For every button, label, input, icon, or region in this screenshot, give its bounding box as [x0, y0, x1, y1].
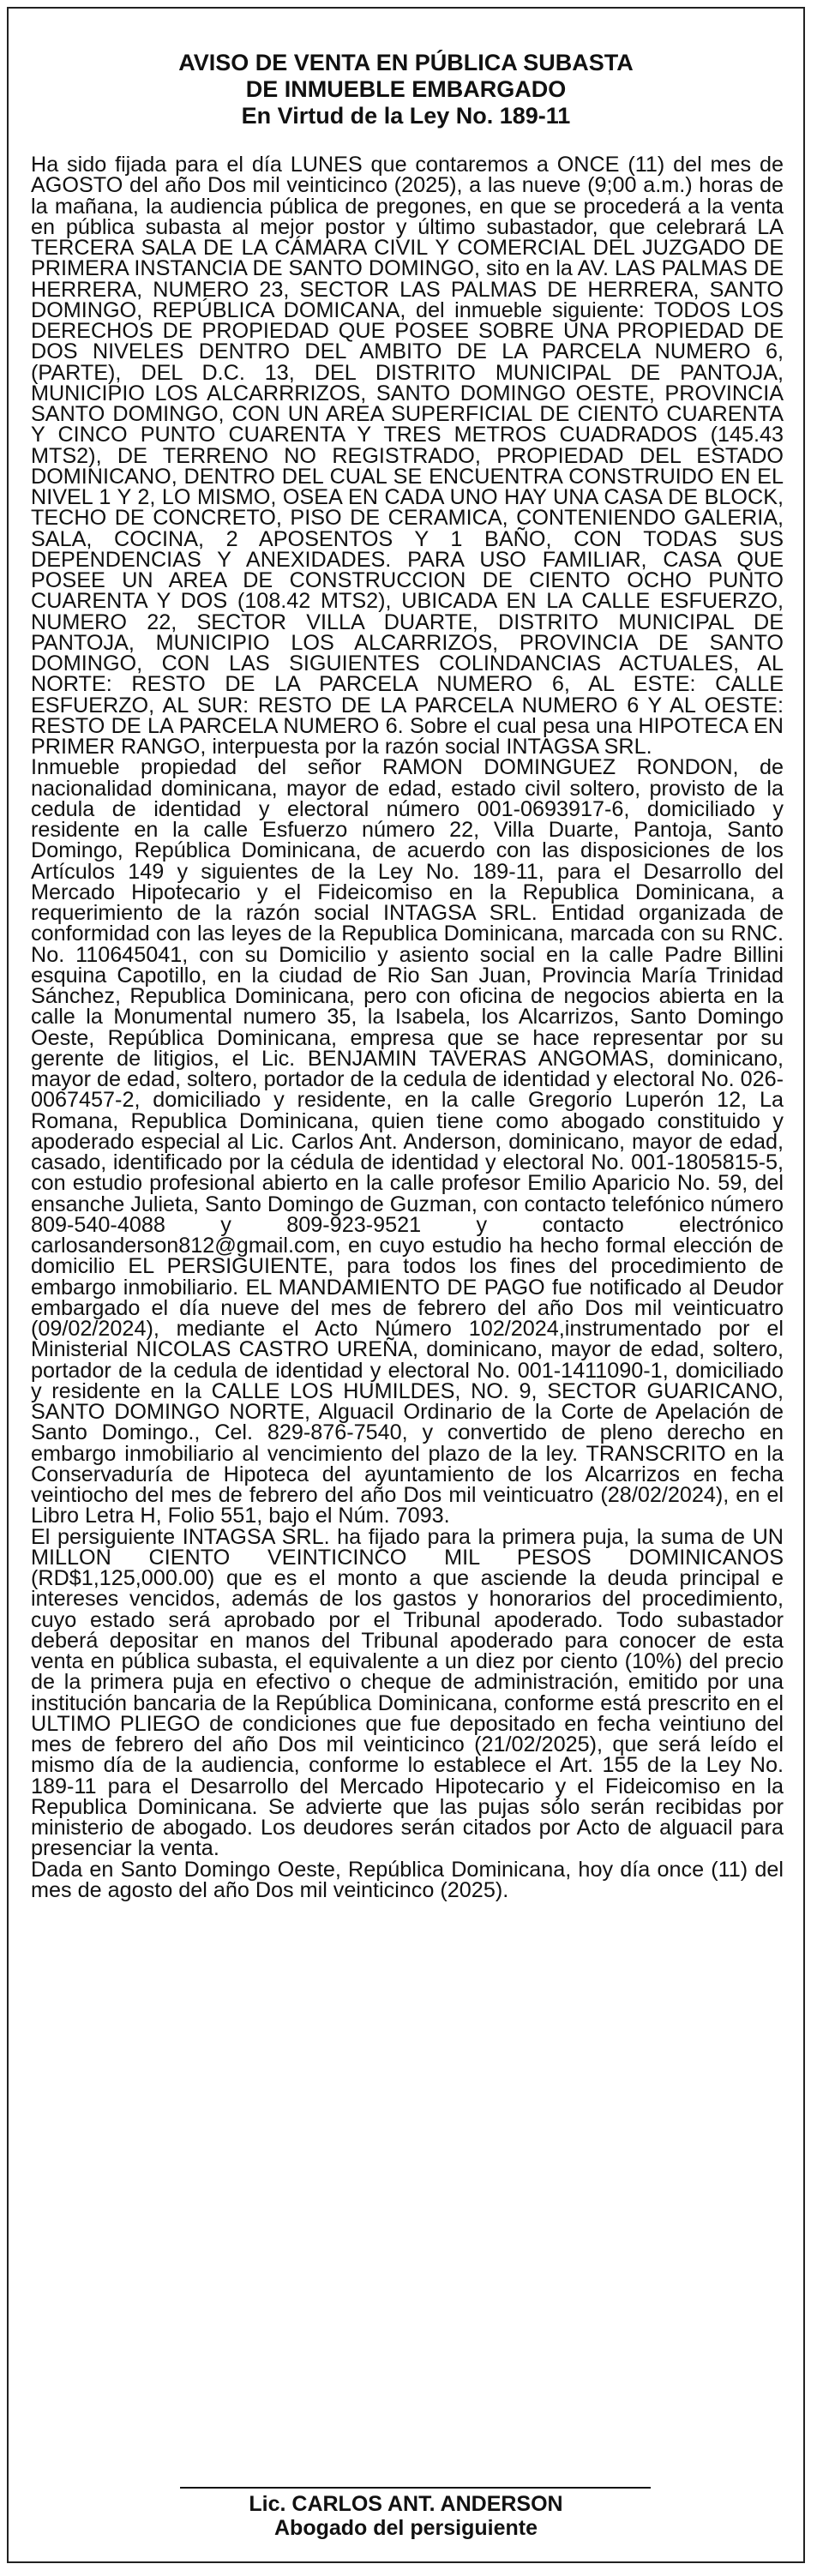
- notice-title: AVISO DE VENTA EN PÚBLICA SUBASTA: [178, 50, 634, 75]
- notice-subtitle: DE INMUEBLE EMBARGADO: [245, 76, 567, 102]
- notice-law-reference: En Virtud de la Ley No. 189-11: [241, 103, 571, 129]
- signature-block: [9, 2492, 803, 2540]
- paragraph-sale-details: Ha sido fijada para el día LUNES que contaremos a ONCE (11) del mes de AGOSTO del año Dos mil veinticinco (2025), a las nueve (9;00 a.m.) horas de la mañana, la audiencia pública de pregones, en que se procederá a la venta en pública subasta al mejor postor y último subastador, que celebrará LA TERCERA SALA DE LA CÁMARA CIVIL Y COMERCIAL DEL JUZGADO DE PRIMERA INSTANCIA DE SANTO DOMINGO, sito en la AV. LAS PALMAS DE HERRERA, NUMERO 23, SECTOR LAS PALMAS DE HERRERA, SANTO DOMINGO, REPÚBLICA DOMICANA, del inmueble siguiente: TODOS LOS DERECHOS DE PROPIEDAD QUE POSEE SOBRE UNA PROPIEDAD DE DOS NIVELES DENTRO DEL AMBITO DE LA PARCELA NUMERO 6, (PARTE), DEL D.C. 13, DEL DISTRITO MUNICIPAL DE PANTOJA, MUNICIPIO LOS ALCARRRIZOS, SANTO DOMINGO OESTE, PROVINCIA SANTO DOMINGO, CON UN AREA SUPERFICIAL DE CIENTO CUARENTA Y CINCO PUNTO CUARENTA Y TRES METROS CUADRADOS (145.43 MTS2), DE TERRENO NO REGISTRADO, PROPIEDAD DEL ESTADO DOMINICANO, DENTRO DEL CUAL SE ENCUENTRA CONSTRUIDO EN EL NIVEL 1 Y 2, LO MISMO, OSEA EN CADA UNO HAY UNA CASA DE BLOCK, TECHO DE CONCRETO, PISO DE CERAMICA, CONTENIENDO GALERIA, SALA, COCINA, 2 APOSENTOS Y 1 BAÑO, CON TODAS SUS DEPENDENCIAS Y ANEXIDADES. PARA USO FAMILIAR, CASA QUE POSEE UN AREA DE CONSTRUCCION DE CIENTO OCHO PUNTO CUARENTA Y DOS (108.42 MTS2), UBICADA EN LA CALLE ESFUERZO, NUMERO 22, SECTOR VILLA DUARTE, DISTRITO MUNICIPAL DE PANTOJA, MUNICIPIO LOS ALCARRIZOS, PROVINCIA DE SANTO DOMINGO, CON LAS SIGUIENTES COLINDANCIAS ACTUALES, AL NORTE: RESTO DE LA PARCELA NUMERO 6, AL ESTE: CALLE ESFUERZO, AL SUR: RESTO DE LA PARCELA NUMERO 6 Y AL OESTE: RESTO DE LA PARCELA NUMERO 6. Sobre el cual pesa una HIPOTECA EN PRIMER RANGO, interpuesta por la razón social INTAGSA SRL.: [31, 153, 784, 759]
- paragraph-auction-terms: El persiguiente INTAGSA SRL. ha fijado para la primera puja, la suma de UN MILLON CIENTO VEINTICINCO MIL PESOS DOMINICANOS (RD$1,125,000.00) que es el monto a que asciende la deuda principal e intereses vencidos, además de los gastos y honorarios del procedimiento, cuyo estado será aprobado por el Tribunal apoderado. Todo subastador deberá depositar en manos del Tribunal apoderado para conocer de esta venta en pública subasta, el equivalente a un diez por ciento (10%) del precio de la primera puja en efectivo o cheque de administración, emitido por una institución bancaria de la República Dominicana, conforme está prescrito en el ULTIMO PLIEGO de condiciones que fue depositado en fecha veintiuno del mes de febrero del año Dos mil veinticinco (21/02/2025), que será leído el mismo día de la audiencia, conforme lo establece el Art. 155 de la Ley No. 189-11 para el Desarrollo del Mercado Hipotecario y el Fideicomiso en la Republica Dominicana. Se advierte que las pujas sólo serán recibidas por ministerio de abogado. Los deudores serán citados por Acto de alguacil para presenciar la venta.: [31, 1524, 784, 1861]
- signature-title: Abogado del persiguiente: [274, 2516, 538, 2540]
- paragraph-date-issued: Dada en Santo Domingo Oeste, República Dominicana, hoy día once (11) del mes de agosto del año Dos mil veinticinco (2025).: [31, 1857, 784, 1902]
- notice-body: [31, 154, 784, 1900]
- notice-header: [9, 50, 803, 129]
- signature-name: Lic. CARLOS ANT. ANDERSON: [249, 2492, 563, 2516]
- legal-notice: [7, 7, 805, 2563]
- paragraph-owner-and-creditor: Inmueble propiedad del señor RAMON DOMINGUEZ RONDON, de nacionalidad dominicana, mayor de edad, estado civil soltero, provisto de la cedula de identidad y electoral número 001-0693917-6, domiciliado y residente en la calle Esfuerzo número 22, Villa Duarte, Pantoja, Santo Domingo, República Dominicana, de acuerdo con las disposiciones de los Artículos 149 y siguientes de la Ley No. 189-11, para el Desarrollo del Mercado Hipotecario y el Fideicomiso en la Republica Dominicana, a requerimiento de la razón social INTAGSA SRL. Entidad organizada de conformidad con las leyes de la Republica Dominicana, marcada con su RNC. No. 110645041, con su Domicilio y asiento social en la calle Padre Billini esquina Capotillo, en la ciudad de Rio San Juan, Provincia María Trinidad Sánchez, Republica Dominicana, pero con oficina de negocios abierta en la calle la Monumental numero 35, la Isabela, los Alcarrizos, Santo Domingo Oeste, República Dominicana, empresa que se hace representar por su gerente de litigios, el Lic. BENJAMIN TAVERAS ANGOMAS, dominicano, mayor de edad, soltero, portador de la cedula de identidad y electoral No. 026-0067457-2, domiciliado y residente, en la calle Gregorio Luperón 12, La Romana, Republica Dominicana, quien tiene como abogado constituido y apoderado especial al Lic. Carlos Ant. Anderson, dominicano, mayor de edad, casado, identificado por la cédula de identidad y electoral No. 001-1805815-5, con estudio profesional abierto en la calle profesor Emilio Aparicio No. 59, del ensanche Julieta, Santo Domingo de Guzman, con contacto telefónico número 809-540-4088 y 809-923-9521 y contacto electrónico carlosanderson812@gmail.com, en cuyo estudio ha hecho formal elección de domicilio EL PERSIGUIENTE, para todos los fines del procedimiento de embargo inmobiliario. EL MANDAMIENTO DE PAGO fue notificado al Deudor embargado el día nueve del mes de febrero del año Dos mil veinticuatro (09/02/2024), mediante el Acto Número 102/2024,instrumentado por el Ministerial NICOLAS CASTRO UREÑA, dominicano, mayor de edad, soltero, portador de la cedula de identidad y electoral No. 001-1411090-1, domiciliado y residente en la CALLE LOS HUMILDES, NO. 9, SECTOR GUARICANO, SANTO DOMINGO NORTE, Alguacil Ordinario de la Corte de Apelación de Santo Domingo., Cel. 829-876-7540, y convertido de pleno derecho en embargo inmobiliario al vencimiento del plazo de la ley. TRANSCRITO en la Conservaduría de Hipoteca del ayuntamiento de los Alcarrizos en fecha veintiocho del mes de febrero del año Dos mil veinticuatro (28/02/2024), en el Libro Letra H, Folio 551, bajo el Núm. 7093.: [31, 755, 784, 1528]
- signature-line: [180, 2487, 651, 2489]
